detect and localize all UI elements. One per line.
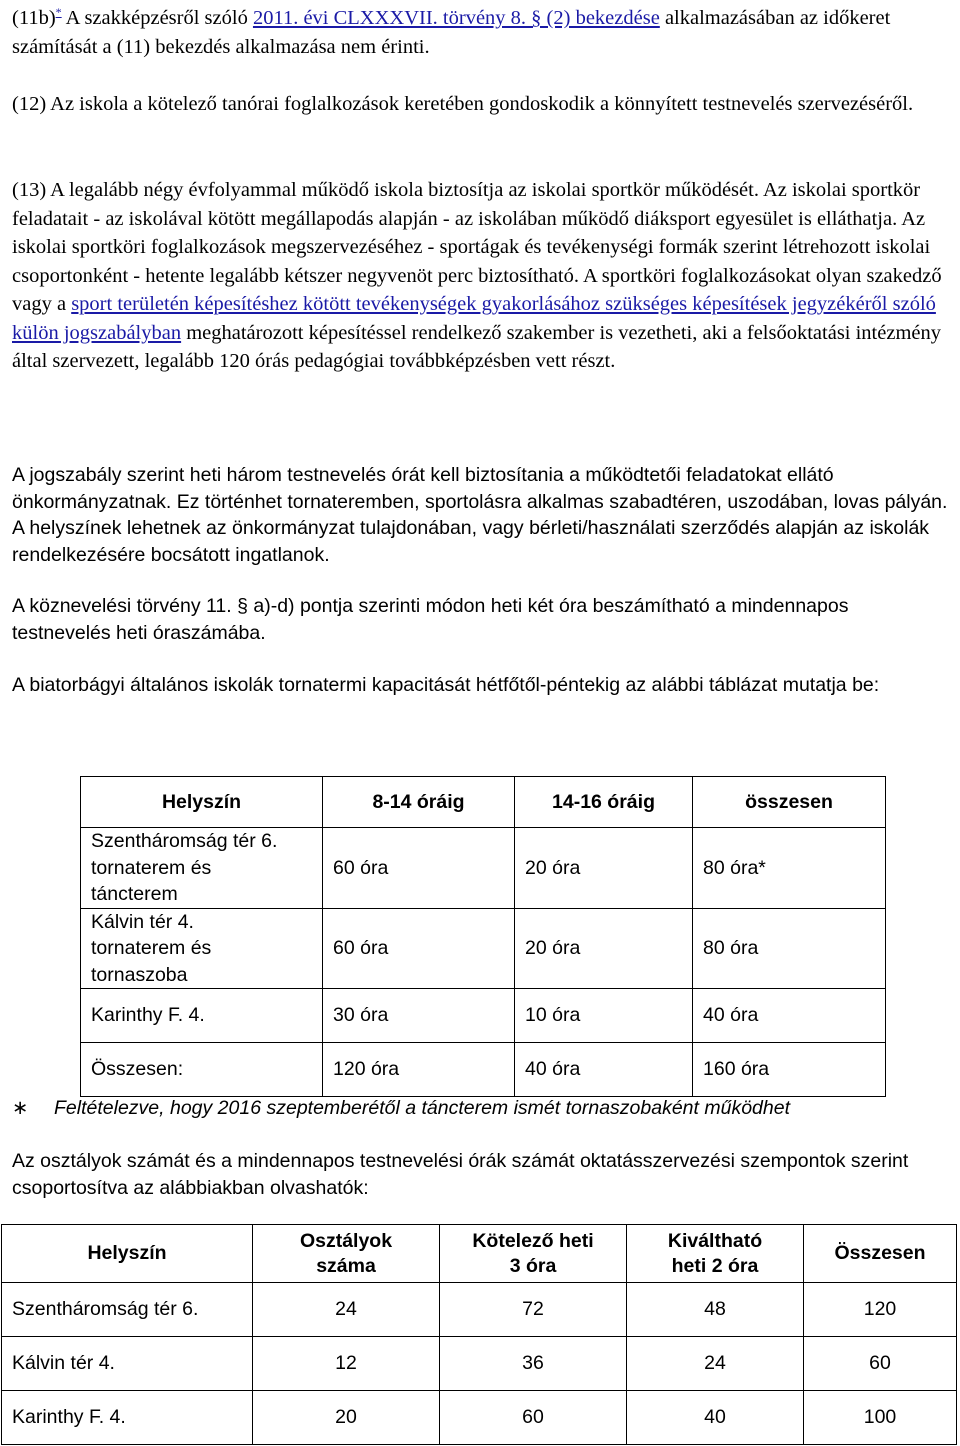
table-row — [81, 1043, 886, 1097]
header-cell: Helyszín — [2, 1225, 253, 1283]
table-cell: 60 óra — [323, 828, 515, 909]
header-cell: összesen — [693, 777, 886, 828]
table-cell: 100 — [804, 1391, 957, 1445]
location-cell: Összesen: — [81, 1043, 323, 1097]
regulation-link[interactable]: sport területén képesítéshez kötött tevékenységek gyakorlásához szükséges képesítések jegyzékéről szóló külön jogszabályban — [12, 293, 936, 344]
paragraph-jogszabaly: A jogszabály szerint heti három testnevelés órát kell biztosítania a működtetői feladatokat ellátó önkormányzatnak. Ez történhet tornateremben, sportolásra alkalmas szabadtéren, uszodában, lovas pályán. A helyszínek lehetnek az önkormányzat tulajdonában, vagy bérleti/használati szerződés alapján az iskolák rendelkezésére bocsátott ingatlanok. — [12, 464, 948, 566]
paragraph-text: alkalmazásában az időkeret számítását a (11) bekezdés alkalmazása nem érinti. — [12, 7, 891, 58]
table-cell: 30 óra — [323, 989, 515, 1043]
table-cell: 24 — [253, 1283, 440, 1337]
table-row — [81, 908, 886, 989]
table-cell: 120 óra — [323, 1043, 515, 1097]
table-cell: 10 óra — [515, 989, 693, 1043]
paragraph-osztalyok: Az osztályok számát és a mindennapos testnevelési órák számát oktatásszervezési szempontok szerint csoportosítva az alábbiakban olvashatók: — [12, 1150, 909, 1199]
header-cell: 8-14 óráig — [323, 777, 515, 828]
table-row — [81, 989, 886, 1043]
table-header-row — [2, 1225, 957, 1283]
location-cell: Kálvin tér 4. — [2, 1337, 253, 1391]
header-cell: Helyszín — [81, 777, 323, 828]
capacity-table — [80, 776, 886, 1097]
paragraph-kozneveles: A köznevelési törvény 11. § a)-d) pontja szerinti módon heti két óra beszámítható a mindennapos testnevelés heti óraszámába. — [12, 595, 849, 644]
table-cell: 20 óra — [515, 828, 693, 909]
table-footnote — [12, 1094, 952, 1122]
table-cell: 40 óra — [515, 1043, 693, 1097]
table-cell: 48 — [627, 1283, 804, 1337]
table-cell: 72 — [440, 1283, 627, 1337]
table-row — [81, 828, 886, 909]
header-cell: Kötelező heti 3 óra — [440, 1225, 627, 1283]
paragraph-text: meghatározott képesítéssel rendelkező szakember is vezetheti, aki a felsőoktatási intézmény által szervezett, legalább 120 órás pedagógiai továbbképzésben vett részt. — [12, 321, 941, 372]
table-row — [2, 1391, 957, 1445]
table-cell: 36 — [440, 1337, 627, 1391]
table-cell: 60 — [440, 1391, 627, 1445]
paragraph-11b — [12, 4, 948, 61]
location-cell: Szentháromság tér 6. tornaterem és táncterem — [81, 828, 323, 909]
location-cell: Karinthy F. 4. — [2, 1391, 253, 1445]
footnote-marker: ∗ — [12, 1096, 29, 1119]
header-cell: Osztályok száma — [253, 1225, 440, 1283]
paragraph-text: A szakképzésről szóló — [61, 7, 253, 29]
table-row — [2, 1337, 957, 1391]
table-cell: 60 — [804, 1337, 957, 1391]
paragraph-13 — [12, 176, 948, 376]
table-cell: 120 — [804, 1283, 957, 1337]
header-cell: Összesen — [804, 1225, 957, 1283]
table-cell: 12 — [253, 1337, 440, 1391]
table-row — [2, 1283, 957, 1337]
table-cell: 80 óra* — [693, 828, 886, 909]
table-cell: 40 óra — [693, 989, 886, 1043]
paragraph-biatorbagy: A biatorbágyi általános iskolák tornatermi kapacitását hétfőtől-péntekig az alábbi táblázat mutatja be: — [12, 674, 880, 696]
paragraph-number: (11b) — [12, 7, 56, 29]
header-cell: Kiváltható heti 2 óra — [627, 1225, 804, 1283]
classes-table — [1, 1224, 957, 1445]
table-cell: 20 — [253, 1391, 440, 1445]
location-cell: Szentháromság tér 6. — [2, 1283, 253, 1337]
footnote-text: Feltételezve, hogy 2016 szeptemberétől a táncterem ismét tornaszobaként működhet — [54, 1097, 790, 1119]
footnote-link[interactable]: * — [55, 5, 62, 20]
location-cell: Karinthy F. 4. — [81, 989, 323, 1043]
law-link[interactable]: 2011. évi CLXXXVII. törvény 8. § (2) bekezdése — [252, 7, 660, 29]
table-cell: 24 — [627, 1337, 804, 1391]
table-cell: 160 óra — [693, 1043, 886, 1097]
table-cell: 20 óra — [515, 908, 693, 989]
table-cell: 40 — [627, 1391, 804, 1445]
table-header-row — [81, 777, 886, 828]
paragraph-12: (12) Az iskola a kötelező tanórai foglalkozások keretében gondoskodik a könnyített testnevelés szervezéséről. — [12, 93, 914, 115]
paragraph-text: (13) A legalább négy évfolyammal működő iskola biztosítja az iskolai sportkör működését. Az iskolai sportkör feladatait - az iskolával kötött megállapodás alapján - az iskolában működő diáksport egyesület is elláthatja. Az iskolai sportköri foglalkozások megszervezéséhez - sportágak és tevékenységi formák szerint létrehozott iskolai csoportonként - hetente legalább kétszer negyvenöt perc biztosítható. A sportköri foglalkozásokat olyan szakedző vagy a — [12, 179, 942, 315]
header-cell: 14-16 óráig — [515, 777, 693, 828]
location-cell: Kálvin tér 4. tornaterem és tornaszoba — [81, 908, 323, 989]
table-cell: 60 óra — [323, 908, 515, 989]
table-cell: 80 óra — [693, 908, 886, 989]
